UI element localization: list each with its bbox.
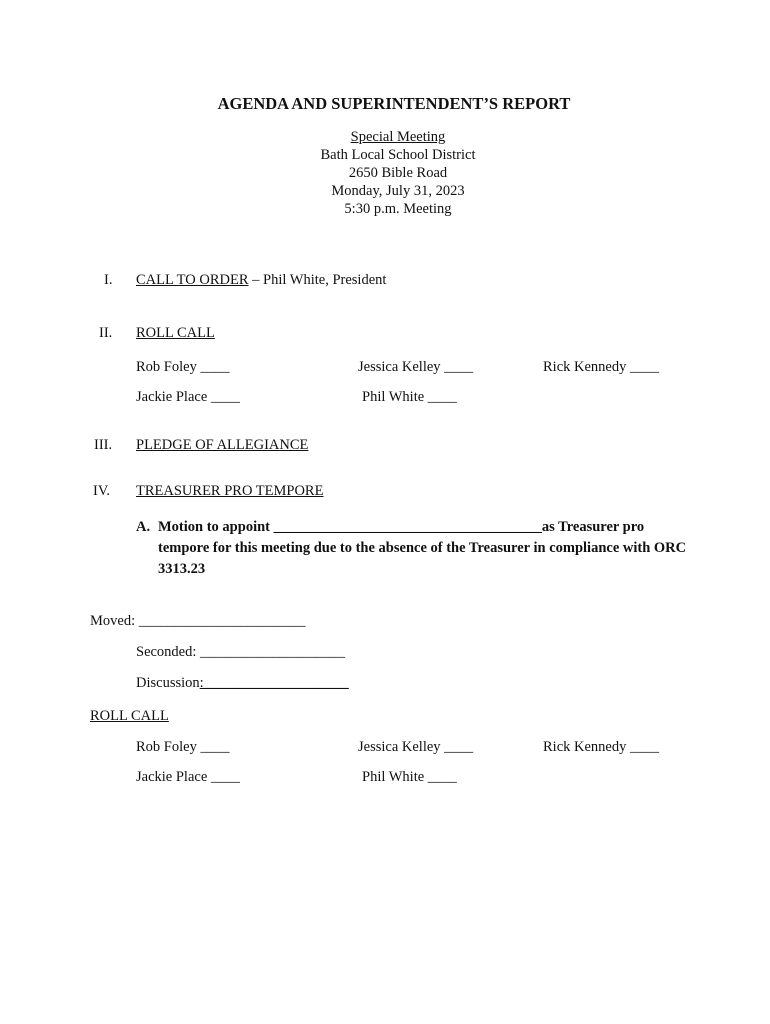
item-roll-call: ROLL CALL bbox=[136, 325, 215, 341]
meeting-type: Special Meeting bbox=[350, 129, 446, 145]
meeting-time: 5:30 p.m. Meeting bbox=[344, 201, 452, 217]
roll2-phil-white: Phil White ____ bbox=[362, 769, 457, 785]
seconded-line: Seconded: ____________________ bbox=[136, 644, 346, 660]
item-title: CALL TO ORDER bbox=[136, 272, 249, 288]
item-number-3: III. bbox=[94, 437, 113, 453]
item-number-4: IV. bbox=[93, 483, 111, 499]
item-suffix: – Phil White, President bbox=[248, 272, 387, 288]
discussion-blank: :____________________ bbox=[199, 675, 349, 691]
document-title: AGENDA AND SUPERINTENDENT’S REPORT bbox=[217, 94, 571, 113]
district-address: 2650 Bible Road bbox=[348, 165, 448, 181]
roll-call-2-heading: ROLL CALL bbox=[90, 708, 169, 724]
roll-jessica-kelley: Jessica Kelley ____ bbox=[358, 359, 474, 375]
roll2-rick-kennedy: Rick Kennedy ____ bbox=[543, 739, 659, 755]
item-number-2: II. bbox=[99, 325, 113, 341]
motion-text: Motion to appoint _____________________________________as Treasurer pro tempore for this meeting due to the absence of the Treasurer in compliance with ORC 3313.23 bbox=[158, 519, 687, 577]
item-treasurer: TREASURER PRO TEMPORE bbox=[136, 483, 324, 499]
item-pledge: PLEDGE OF ALLEGIANCE bbox=[136, 437, 309, 453]
roll2-jackie-place: Jackie Place ____ bbox=[136, 769, 240, 785]
item-number-1: I. bbox=[104, 272, 113, 288]
motion-a bbox=[136, 517, 696, 580]
meeting-date: Monday, July 31, 2023 bbox=[331, 183, 465, 199]
roll2-jessica-kelley: Jessica Kelley ____ bbox=[358, 739, 474, 755]
item-call-to-order bbox=[136, 271, 386, 289]
roll2-rob-foley: Rob Foley ____ bbox=[136, 739, 230, 755]
district-name: Bath Local School District bbox=[320, 147, 476, 163]
roll-rick-kennedy: Rick Kennedy ____ bbox=[543, 359, 659, 375]
roll-phil-white: Phil White ____ bbox=[362, 389, 457, 405]
motion-label: A. bbox=[136, 519, 151, 535]
discussion-line bbox=[136, 674, 349, 692]
roll-rob-foley: Rob Foley ____ bbox=[136, 359, 230, 375]
roll-jackie-place: Jackie Place ____ bbox=[136, 389, 240, 405]
moved-line: Moved: _______________________ bbox=[90, 613, 306, 629]
discussion-label: Discussion bbox=[136, 675, 200, 691]
